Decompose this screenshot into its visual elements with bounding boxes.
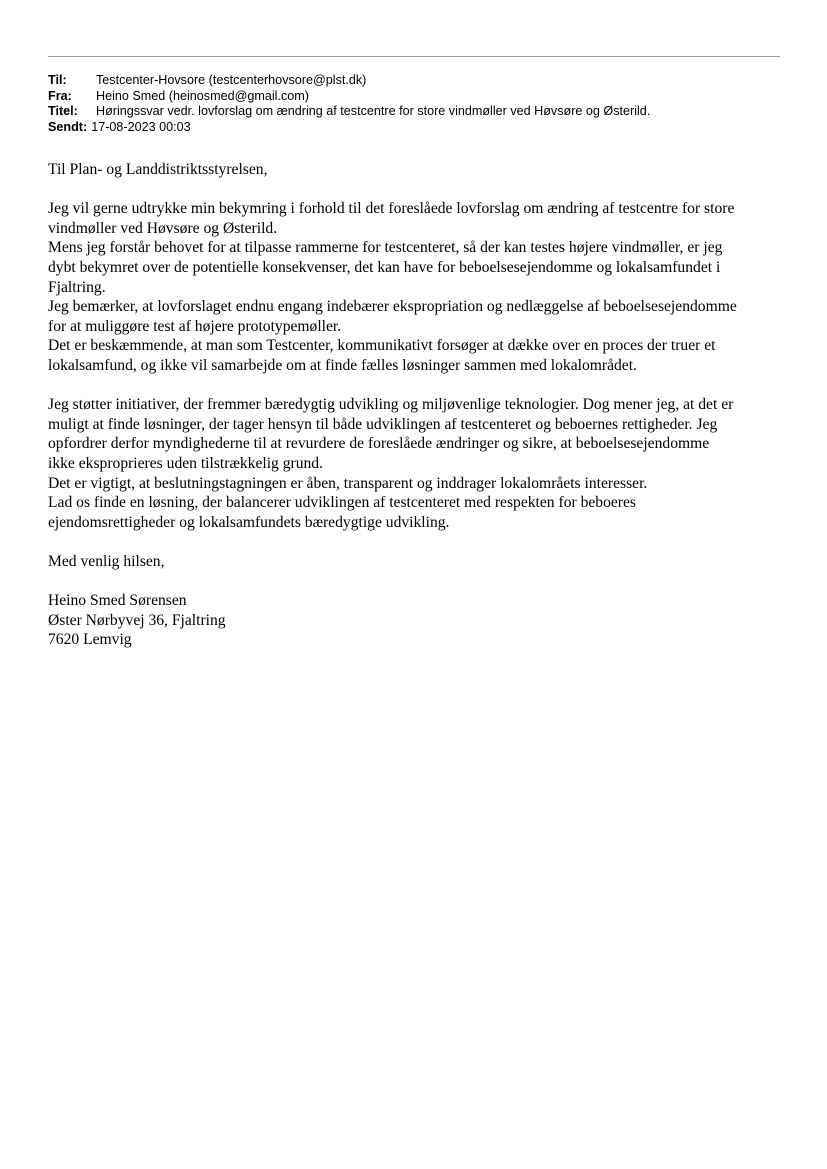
sent-value: 17-08-2023 00:03 [91,119,191,134]
body-line: Det er beskæmmende, at man som Testcenter, kommunikativt forsøger at dække over en proces der truer et [48,337,716,355]
paragraph-gap [48,376,788,396]
subject-value: Høringssvar vedr. lovforslag om ændring af testcentre for store vindmøller ved Høvsøre og Østerild. [96,104,651,119]
signature-name: Heino Smed Sørensen [48,592,187,610]
to-label: Til: [48,73,67,87]
body-line: Jeg støtter initiativer, der fremmer bæredygtig udvikling og miljøvenlige teknologier. Dog mener jeg, at det er [48,396,734,414]
greeting: Til Plan- og Landdistriktsstyrelsen, [48,161,268,178]
body-line: Mens jeg forstår behovet for at tilpasse rammerne for testcenteret, så der kan testes højere vindmøller, er jeg [48,239,723,257]
paragraph-gap [48,571,788,591]
from-label: Fra: [48,88,72,103]
body-line: dybt bekymret over de potentielle konsekvenser, det kan have for beboelsesejendomme og lokalsamfundet i [48,258,721,276]
paragraph-gap [48,180,788,200]
from-value: Heino Smed (heinosmed@gmail.com) [96,88,309,103]
sent-label: Sendt: [48,119,88,134]
body-line: Det er vigtigt, at beslutningstagningen er åben, transparent og inddrager lokalområets interesser. [48,474,648,492]
to-row [48,73,788,89]
signature-address: Øster Nørbyvej 36, Fjaltring [48,611,226,629]
body-line: opfordrer derfor myndighederne til at revurdere de foreslåede ændringer og sikre, at beboelsesejendomme [48,435,710,453]
paragraph-concern [48,199,788,375]
body-line: for at muliggøre test af højere prototypemøller. [48,317,342,335]
signature-block [48,591,788,650]
from-row [48,89,788,105]
body-line: Jeg bemærker, at lovforslaget endnu engang indebærer ekspropriation og nedlæggelse af beboelsesejendomme [48,298,737,316]
letter-body [48,160,788,650]
body-line: Fjaltring. [48,278,106,296]
sent-row [48,120,788,136]
subject-row [48,104,788,120]
body-line: ejendomsrettigheder og lokalsamfundets bæredygtige udvikling. [48,513,450,531]
signature-city: 7620 Lemvig [48,631,132,649]
email-header [48,73,788,135]
body-line: vindmøller ved Høvsøre og Østerild. [48,219,278,237]
body-line: Lad os finde en løsning, der balancerer udviklingen af testcenteret med respekten for beboeres [48,494,636,512]
closing: Med venlig hilsen, [48,552,165,570]
paragraph-support [48,395,788,532]
body-line: Jeg vil gerne udtrykke min bekymring i forhold til det foreslåede lovforslag om ændring af testcentre for store [48,200,735,218]
paragraph-gap [48,532,788,552]
to-value: Testcenter-Hovsore (testcenterhovsore@plst.dk) [96,73,367,87]
header-divider [48,56,780,57]
body-line: lokalsamfund, og ikke vil samarbejde om at finde fælles løsninger sammen med lokalområdet. [48,356,637,374]
subject-label: Titel: [48,104,78,119]
body-line: ikke eksproprieres uden tilstrækkelig grund. [48,454,323,472]
body-line: muligt at finde løsninger, der tager hensyn til både udviklingen af testcenteret og beboernes rettigheder. Jeg [48,415,718,433]
